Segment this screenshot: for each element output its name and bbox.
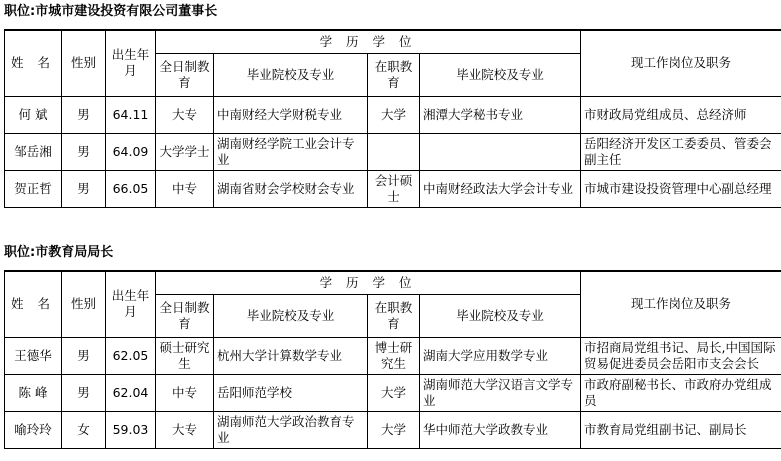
cell-fulltime-education: 中专 (156, 170, 214, 207)
cell-gender: 男 (62, 133, 106, 170)
cell-name: 陈 峰 (5, 374, 62, 411)
cell-position: 市城市建设投资管理中心副总经理 (581, 170, 781, 207)
cell-inservice-education: 大学 (368, 96, 420, 133)
header-education-group: 学 历 学 位 (156, 271, 581, 294)
cell-gender: 男 (62, 170, 106, 207)
section-title: 职位:市城市建设投资有限公司董事长 (4, 4, 218, 19)
cell-position: 市教育局党组副书记、副局长 (581, 411, 781, 448)
header-position: 现工作岗位及职务 (581, 30, 781, 96)
header-gender: 性别 (62, 30, 106, 96)
cell-position: 市财政局党组成员、总经济师 (581, 96, 781, 133)
cell-position: 岳阳经济开发区工委委员、管委会副主任 (581, 133, 781, 170)
header-gender: 性别 (62, 271, 106, 337)
cell-birth: 62.04 (106, 374, 156, 411)
header-fulltime-school: 毕业院校及专业 (214, 53, 368, 96)
cell-inservice-education: 会计硕士 (368, 170, 420, 207)
cell-fulltime-school: 杭州大学计算数学专业 (214, 337, 368, 374)
table-row (5, 374, 781, 411)
cell-inservice-school: 湘潭大学秘书专业 (420, 96, 581, 133)
cell-inservice-school (420, 133, 581, 170)
cell-inservice-school: 华中师范大学政教专业 (420, 411, 581, 448)
cell-fulltime-school: 湖南省财会学校财会专业 (214, 170, 368, 207)
header-inservice-school: 毕业院校及专业 (420, 294, 581, 337)
cell-gender: 男 (62, 374, 106, 411)
table-row (5, 133, 781, 170)
cell-birth: 64.09 (106, 133, 156, 170)
cell-fulltime-school: 湖南财经学院工业会计专业 (214, 133, 368, 170)
header-inservice-education: 在职教育 (368, 53, 420, 96)
candidate-table (4, 270, 781, 449)
cell-position: 市招商局党组书记、局长,中国国际贸易促进委员会岳阳市支会会长 (581, 337, 781, 374)
table-row (5, 170, 781, 207)
cell-fulltime-education: 大专 (156, 411, 214, 448)
cell-birth: 62.05 (106, 337, 156, 374)
cell-birth: 66.05 (106, 170, 156, 207)
cell-fulltime-education: 硕士研究生 (156, 337, 214, 374)
cell-name: 贺正哲 (5, 170, 62, 207)
cell-fulltime-education: 中专 (156, 374, 214, 411)
cell-fulltime-education: 大专 (156, 96, 214, 133)
cell-inservice-education (368, 133, 420, 170)
header-fulltime-education: 全日制教育 (156, 53, 214, 96)
header-education-group: 学 历 学 位 (156, 30, 581, 53)
cell-gender: 女 (62, 411, 106, 448)
cell-inservice-education: 大学 (368, 411, 420, 448)
header-name: 姓 名 (5, 30, 62, 96)
cell-birth: 64.11 (106, 96, 156, 133)
cell-fulltime-school: 岳阳师范学校 (214, 374, 368, 411)
table-row (5, 411, 781, 448)
cell-inservice-education: 博士研究生 (368, 337, 420, 374)
table-row (5, 337, 781, 374)
cell-name: 邹岳湘 (5, 133, 62, 170)
cell-name: 喻玲玲 (5, 411, 62, 448)
cell-inservice-education: 大学 (368, 374, 420, 411)
candidate-table (4, 29, 781, 208)
header-inservice-education: 在职教育 (368, 294, 420, 337)
header-position: 现工作岗位及职务 (581, 271, 781, 337)
header-name: 姓 名 (5, 271, 62, 337)
cell-gender: 男 (62, 337, 106, 374)
cell-birth: 59.03 (106, 411, 156, 448)
cell-gender: 男 (62, 96, 106, 133)
cell-position: 市政府副秘书长、市政府办党组成员 (581, 374, 781, 411)
header-inservice-school: 毕业院校及专业 (420, 53, 581, 96)
cell-inservice-school: 湖南大学应用数学专业 (420, 337, 581, 374)
cell-inservice-school: 湖南师范大学汉语言文学专业 (420, 374, 581, 411)
header-birth: 出生年月 (106, 30, 156, 96)
header-birth: 出生年月 (106, 271, 156, 337)
cell-name: 王德华 (5, 337, 62, 374)
header-fulltime-education: 全日制教育 (156, 294, 214, 337)
section-title: 职位:市教育局局长 (4, 245, 114, 260)
cell-name: 何 斌 (5, 96, 62, 133)
cell-inservice-school: 中南财经政法大学会计专业 (420, 170, 581, 207)
cell-fulltime-education: 大学学士 (156, 133, 214, 170)
cell-fulltime-school: 中南财经大学财税专业 (214, 96, 368, 133)
table-row (5, 96, 781, 133)
header-fulltime-school: 毕业院校及专业 (214, 294, 368, 337)
cell-fulltime-school: 湖南师范大学政治教育专业 (214, 411, 368, 448)
